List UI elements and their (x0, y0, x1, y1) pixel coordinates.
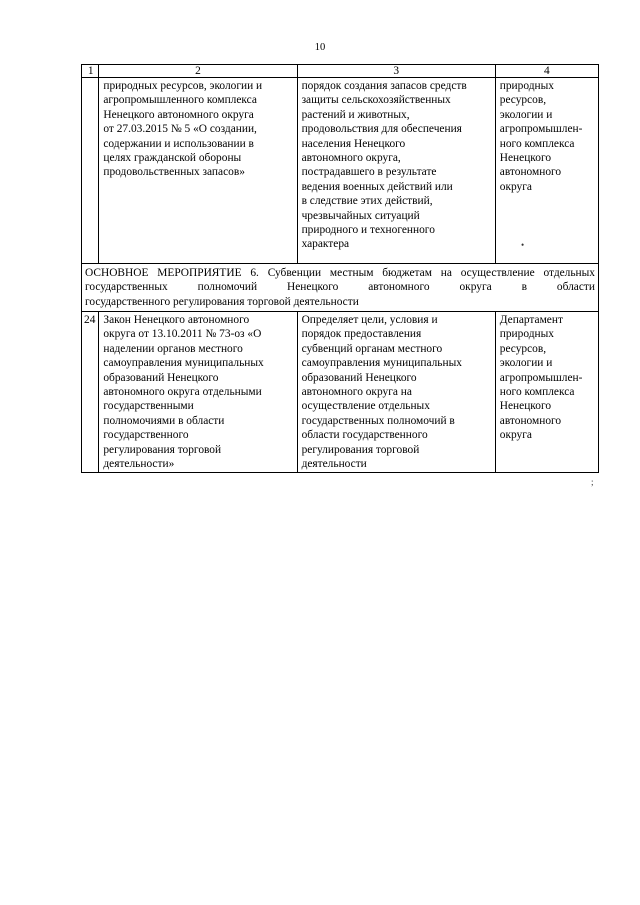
row-number-cell (82, 78, 99, 264)
scan-mark: ; (591, 477, 594, 487)
section-heading-text: ОСНОВНОЕ МЕРОПРИЯТИЕ 6. Субвенции местным бюджетам на осуществление отдельных государственных полномочий Ненецкого автономного округа в области (85, 267, 595, 294)
section-heading-text-last: государственного регулирования торговой деятельности (85, 295, 359, 308)
section-heading-cell (82, 264, 599, 312)
header-col-2: 2 (99, 65, 297, 78)
document-cell: Закон Ненецкого автономного округа от 13.10.2011 № 73-оз «О наделении органов местного самоуправления муниципальных образований Ненецкого автономного округа отдельными государственными полномочиями в области государственного регулирования торговой деятельности» (99, 311, 297, 472)
row-number-cell: 24 (82, 311, 99, 472)
scan-mark: • (521, 240, 525, 250)
description-cell: порядок создания запасов средств защиты сельскохозяйственных растений и животных, продовольствия для обеспечения населения Ненецкого автономного округа, пострадавшего в результате ведения военных действий или в следствие этих действий, чрезвычайных ситуаций природного и техногенного характера (297, 78, 495, 264)
description-cell: Определяет цели, условия и порядок предоставления субвенций органам местного самоуправления муниципальных образований Ненецкого автономного округа на осуществление отдельных государственных полномочий в области государственного регулирования торговой деятельности (297, 311, 495, 472)
table-header-row (82, 65, 599, 78)
table-row-continuation (82, 78, 599, 264)
header-col-4: 4 (495, 65, 598, 78)
header-col-3: 3 (297, 65, 495, 78)
table-row-24 (82, 311, 599, 472)
header-col-1: 1 (82, 65, 99, 78)
page-number: 10 (314, 42, 326, 53)
section-heading-row (82, 264, 599, 312)
responsible-cell: природных ресурсов, экологии и агропромышлен- ного комплекса Ненецкого автономного округа (495, 78, 598, 264)
measures-table (81, 64, 599, 473)
responsible-cell: Департамент природных ресурсов, экологии и агропромышлен- ного комплекса Ненецкого автономного округа (495, 311, 598, 472)
document-cell: природных ресурсов, экологии и агропромышленного комплекса Ненецкого автономного округа от 27.03.2015 № 5 «О создании, содержании и использовании в целях гражданской обороны продовольственных запасов» (99, 78, 297, 264)
